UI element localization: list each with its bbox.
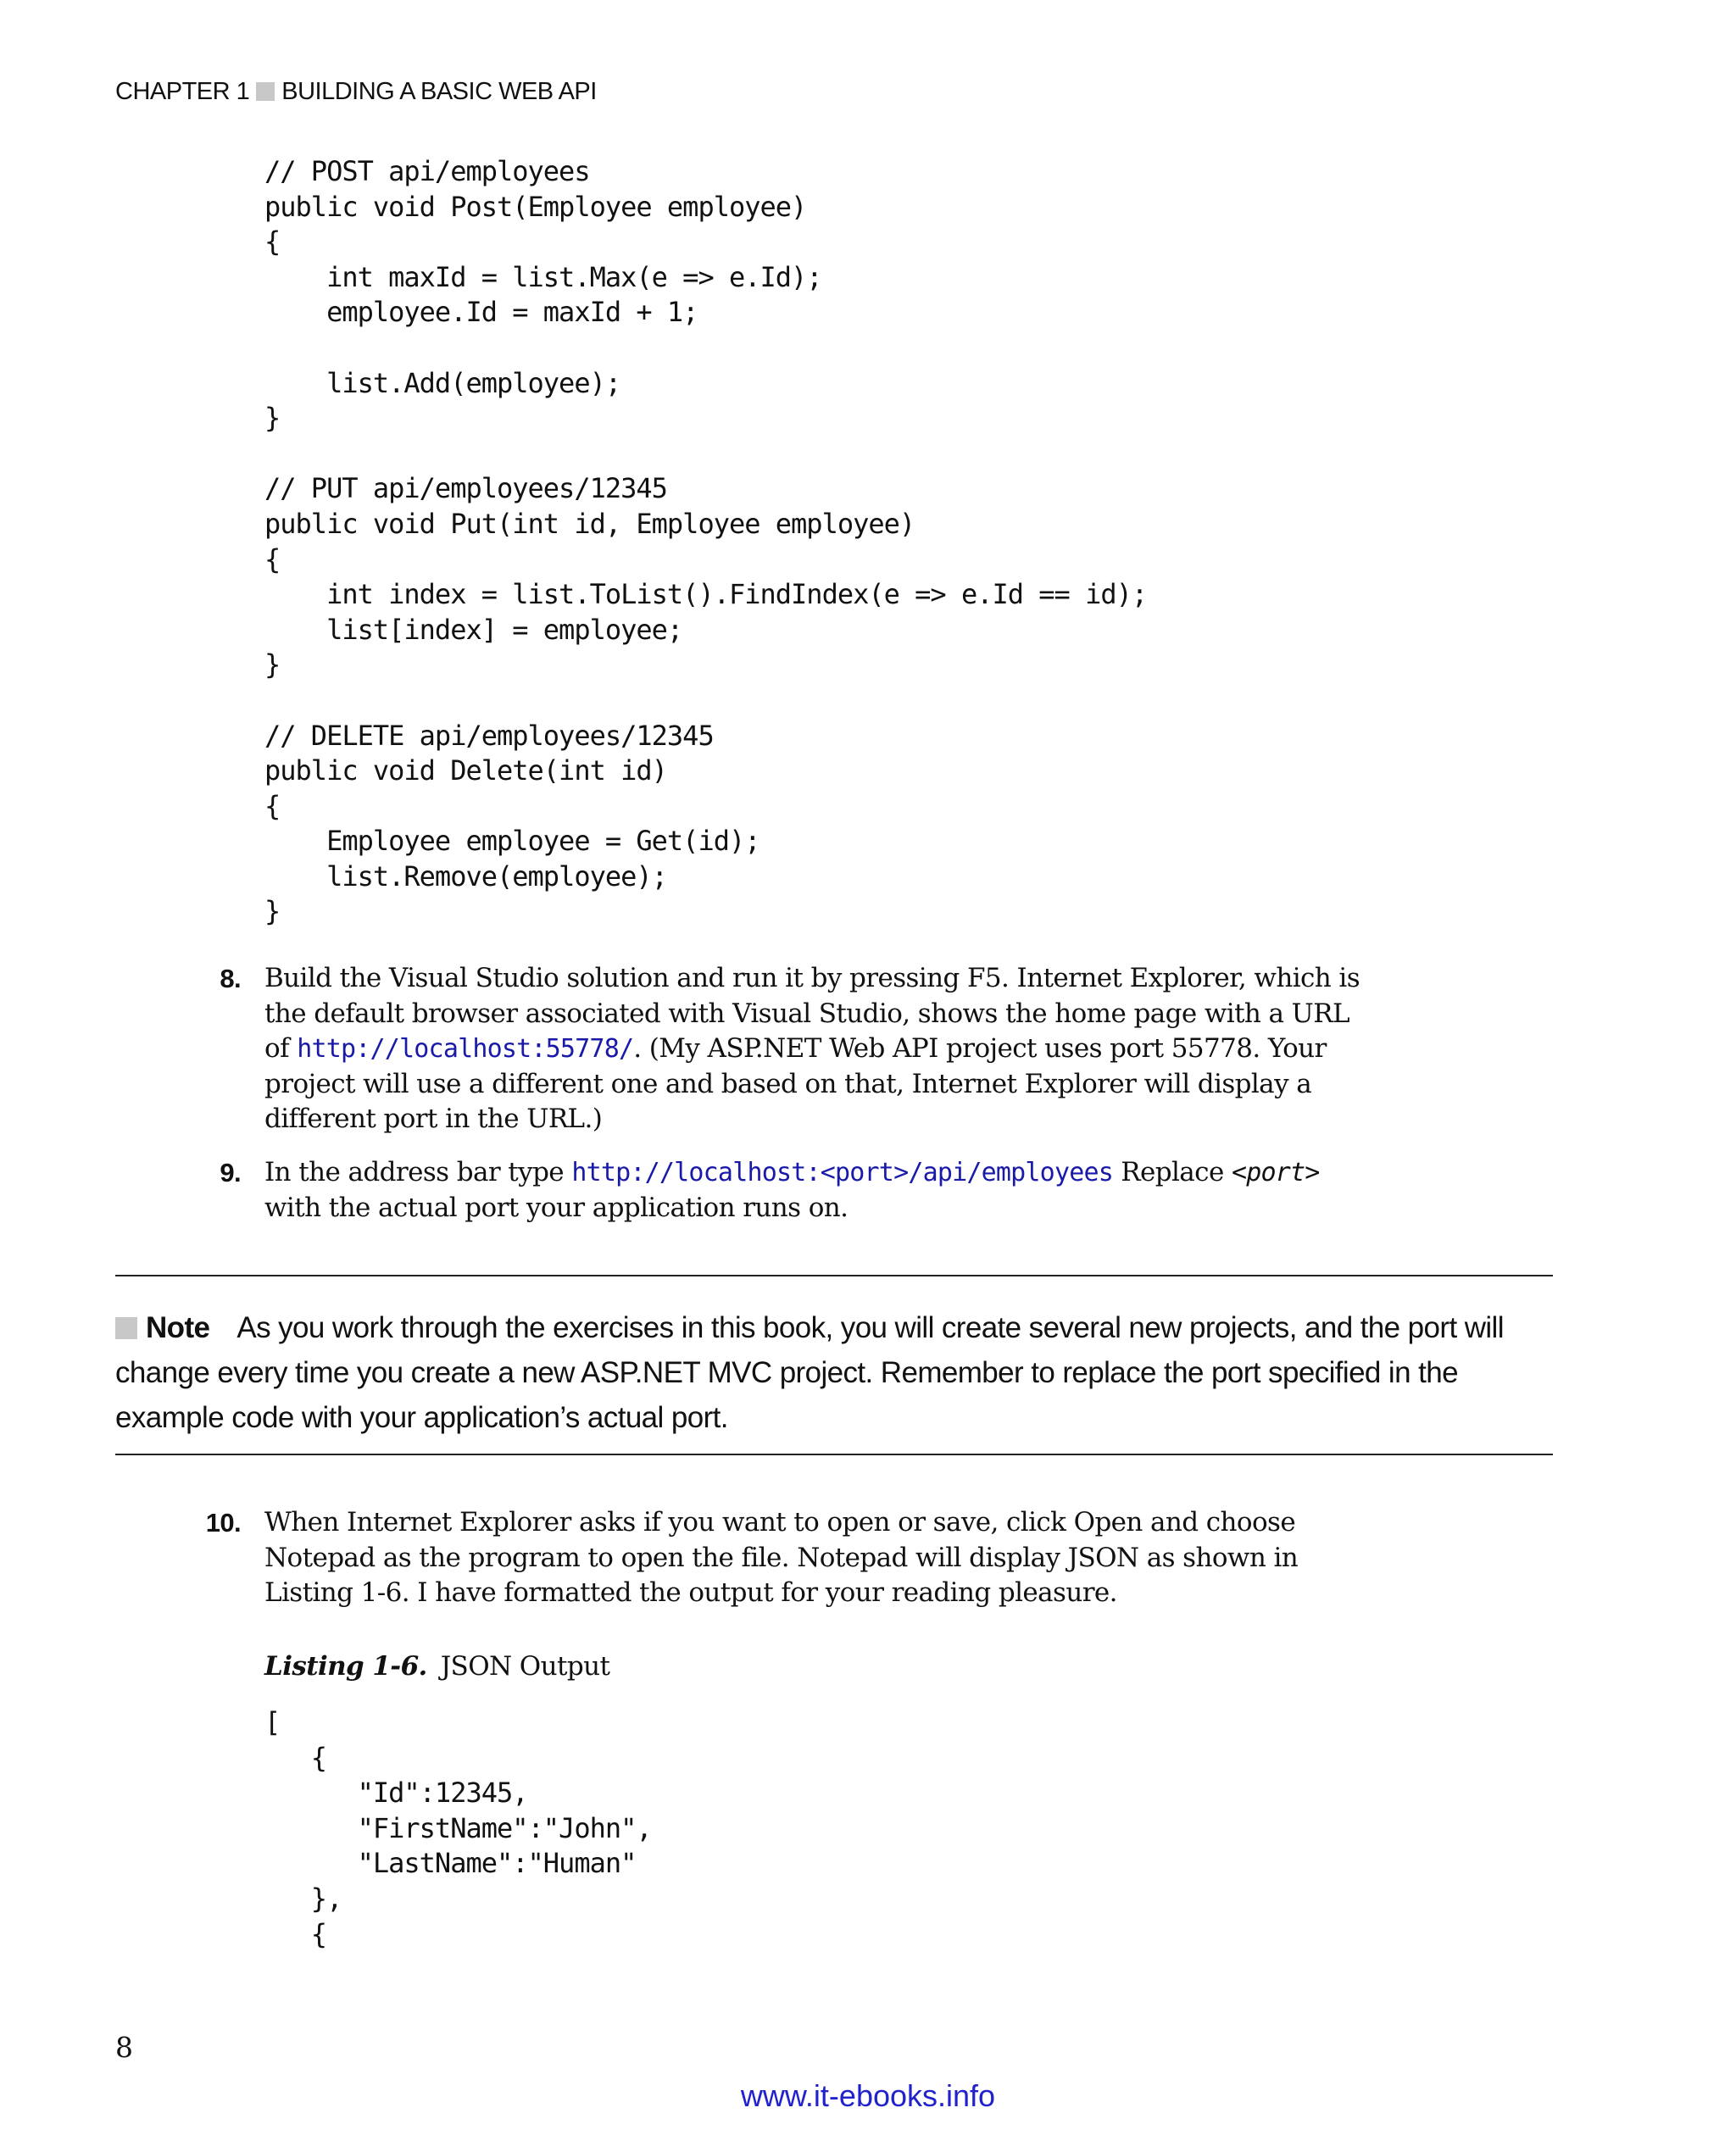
step-8	[220, 961, 1366, 1137]
note-top-rule	[115, 1275, 1553, 1276]
localhost-link[interactable]: http://localhost:55778/	[297, 1034, 634, 1065]
code-listing-controller: // POST api/employees public void Post(Employee employee) { int maxId = list.Max(e => e.Id); employee.Id = maxId + 1; list.Add(employee); } // PUT api/employees/12345 public void Put(int id, Employee employee) { int index = list.ToList().FindIndex(e => e.Id == id); list[index] = employee; } // DELETE api/employees/12345 public void Delete(int id) { Employee employee = Get(id); list.Remove(employee); }	[264, 155, 1148, 928]
listing-label: Listing 1-6.	[264, 1651, 427, 1682]
running-header	[115, 78, 597, 106]
code-listing-json: [ { "Id":12345, "FirstName":"John", "LastName":"Human" }, {	[264, 1706, 652, 1950]
step-text: Build the Visual Studio solution and run it by pressing F5. Internet Explorer, which is the default browser associated with Visual Studio, shows the home page with a URL of	[264, 963, 1360, 1065]
listing-title: JSON Output	[440, 1651, 610, 1682]
note-label: Note	[146, 1311, 210, 1344]
step-number: 10.	[205, 1508, 241, 1538]
step-text-continued: Replace	[1113, 1157, 1232, 1187]
note-square-icon	[115, 1317, 137, 1339]
note-box	[115, 1305, 1556, 1440]
page-number: 8	[115, 2031, 133, 2064]
note-text: As you work through the exercises in this book, you will create several new projects, and the port will change every time you create a new ASP.NET MVC project. Remember to replace the port specified in the example code with your application’s actual port.	[115, 1311, 1504, 1434]
step-text-continued: . (My ASP.NET Web API project uses port 55778. Your project will use a different one and based on that, Internet Explorer will display a different port in the URL.)	[264, 1033, 1327, 1135]
header-square-icon	[256, 82, 275, 101]
listing-caption	[264, 1651, 609, 1682]
step-text-end: with the actual port your application runs on.	[264, 1192, 849, 1223]
step-10	[205, 1505, 1366, 1611]
step-number: 8.	[220, 964, 241, 993]
note-bottom-rule	[115, 1454, 1553, 1455]
port-placeholder: <port>	[1231, 1158, 1320, 1187]
step-text: In the address bar type	[264, 1157, 572, 1187]
chapter-title: BUILDING A BASIC WEB API	[281, 78, 597, 105]
step-number: 9.	[220, 1158, 241, 1187]
api-employees-link[interactable]: http://localhost:<port>/api/employees	[571, 1158, 1113, 1187]
watermark-link[interactable]: www.it-ebooks.info	[740, 2078, 996, 2113]
step-9	[220, 1155, 1366, 1226]
step-text: When Internet Explorer asks if you want to open or save, click Open and choose Notepad as the program to open the file. Notepad will display JSON as shown in Listing 1-6. I have formatted the output for your reading pleasure.	[264, 1507, 1299, 1609]
chapter-label: CHAPTER 1	[115, 78, 250, 105]
